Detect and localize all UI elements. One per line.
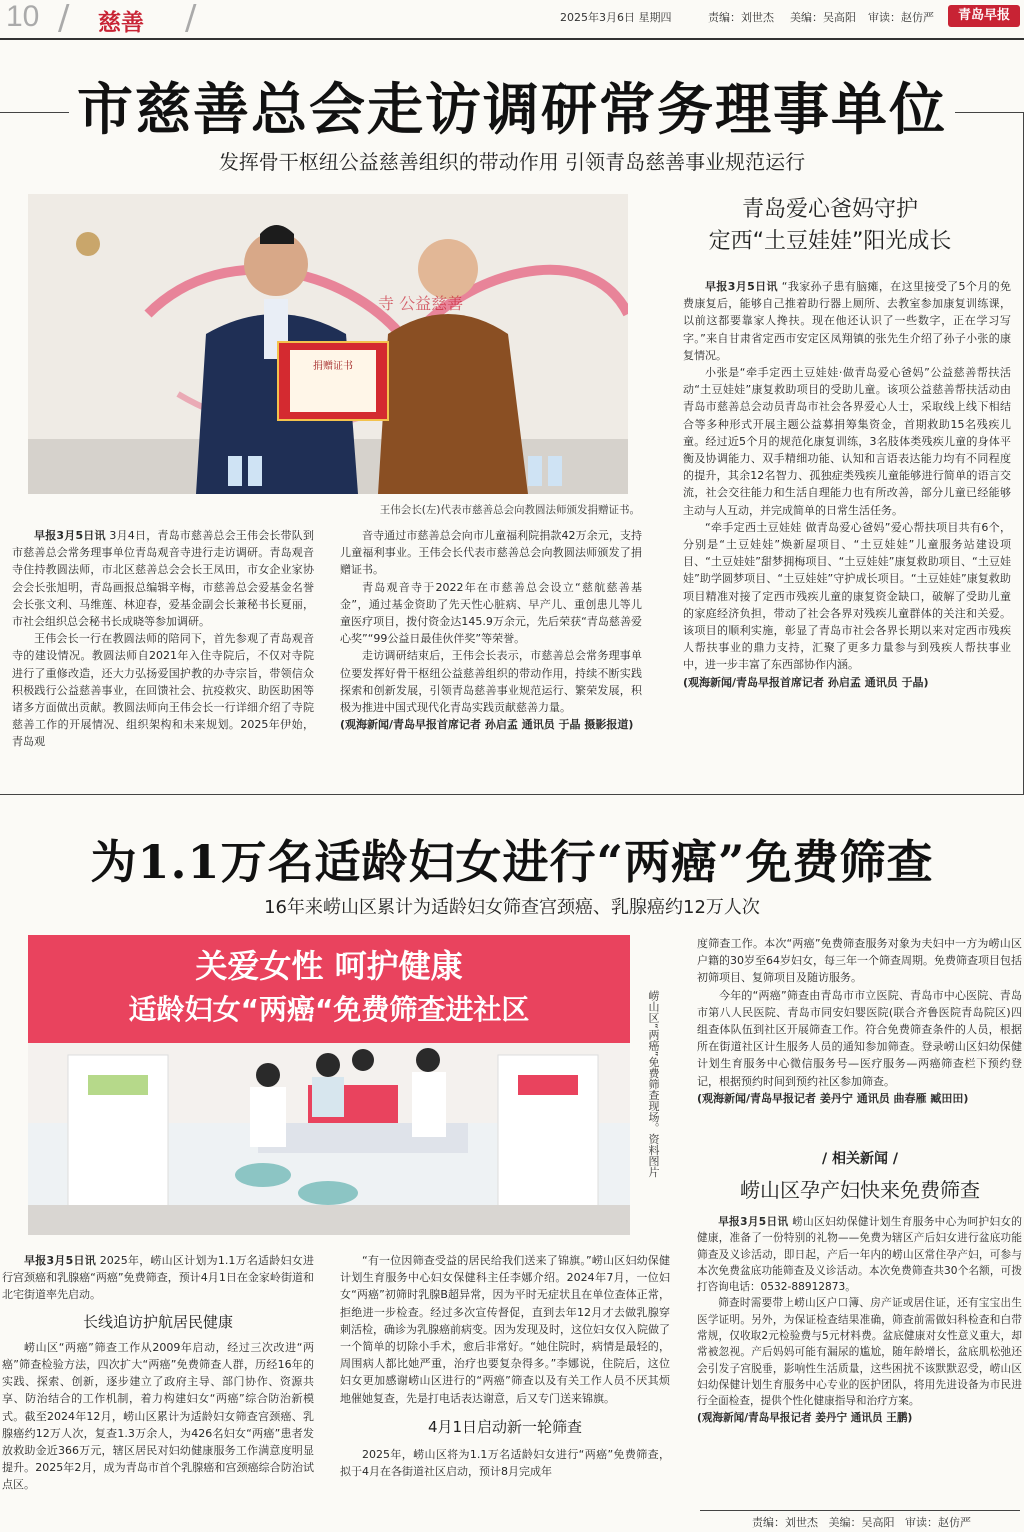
article2-byline: (观海新闻/青岛早报记者 姜丹宁 通讯员 曲春雁 臧田田) [697,1091,969,1105]
article2-headline: 为1.1万名适龄妇女进行“两癌”免费筛查 [90,835,934,889]
paragraph: 崂山区“两癌”筛查工作从2009年启动，经过三次改进“两癌”筛查检验方法，四次扩大“两癌”免费筛查人群，历经16年的实践、探索、创新，逐步建立了政府主导、部门协作、资源共享、防治结合的工作机制，着力构建妇女“两癌”综合防治新模式。截至2024年12月，崂山区累计为适龄妇女筛查宫颈癌、乳腺癌约12万人次，复查1.3万余人，为426名妇女“两癌”患者发放救助金近366万元，辖区居民对妇幼健康服务工作满意度明显提升。2025年2月，成为青岛市首个乳腺癌和宫颈癌综合防治试点区。 [2,1340,314,1492]
banner-line-2: 适龄妇女“两癌“免费筛查进社区 [128,993,530,1026]
related-news-headline: 崂山区孕产妇快来免费筛查 [740,1178,980,1202]
article1-subhead: 发挥骨干枢纽公益慈善组织的带动作用 引领青岛慈善事业规范运行 [218,150,806,174]
photo-banner-text: 寺 公益慈善 [378,294,464,313]
article1-column-1 [12,527,314,751]
paragraph: 今年的“两癌”筛查由青岛市市立医院、青岛市中心医院、青岛市第八人民医院、青岛市同安妇婴医院(联合齐鲁医院青岛院区)四组查体队伍到社区开展筛查工作。符合免费筛查条件的人员，根据所在街道社区计生服务人员的通知参加筛查。登录崂山区妇幼保健计划生育服务中心微信服务号—医疗服务—两癌筛查栏下预约登记，根据预约时间到预约社区参加筛查。 [697,988,1022,1088]
paragraph: 筛查时需要带上崂山区户口簿、房产证或居住证，还有宝宝出生医学证明。另外，为保证检查结果准确，筛查前需做妇科检查和白带常规，仅收取2元检验费与5元材料费。盆底健康对女性意义重大，却常被忽视。产后妈妈可能有漏尿的尴尬，随年龄增长，盆底肌松弛还会引发子宫脱垂，影响性生活质量，这些困扰不该默默忍受，崂山区妇幼保健计划生育服务中心专业的医护团队，将用先进设备为市民进行全面检查，提供个性化健康指导和治疗方案。 [697,1297,1022,1408]
paragraph: 早报3月5日讯 3月4日，青岛市慈善总会王伟会长带队到市慈善总会常务理事单位青岛观音寺进行走访调研。青岛观音寺住持教圆法师，市北区慈善总会会长王凤田，市女企业家协会会长张旭明，青岛画报总编辑辛梅，市慈善总会爱基金名誉会长张文利、马维莲、林迎春，爱基金副会长兼秘书长夏丽，市社会组织总会秘书长成晓等参加调研。 [12,529,315,629]
footer-designer: 美编：吴高阳 [828,1516,895,1529]
paragraph: 小张是“牵手定西土豆娃娃·做青岛爱心爸妈”公益慈善帮扶活动“土豆娃娃”康复救助项目的受助儿童。该项公益慈善帮扶活动由青岛市慈善总会动员青岛市社会各界爱心人士，采取线上线下相结合等多种形式开展主题公益募捐筹集资金，首期救助15名残疾儿童。经过近5个月的规范化康复训练，3名肢体类残疾儿童的身体平衡及协调能力、双手精细功能、认知和言语表达能力均有不同程度的提升，其余12名智力、孤独症类残疾儿童能够进行简单的语言交流，社会交往能力和生活自理能力也有所改善，部分儿童已经能够主动与人互动，并完成简单的日常生活任务。 [683,366,1011,517]
certificate-text: 捐赠证书 [313,361,353,372]
article1-photo-caption: 王伟会长(左)代表市慈善总会向教圆法师颁发捐赠证书。 [379,504,640,516]
article2-column-1 [2,1252,314,1494]
header-rule [0,38,1024,40]
paragraph: 走访调研结束后，王伟会长表示，市慈善总会常务理事单位要发挥好骨干枢纽公益慈善组织的带动作用，持续不断实践探索和创新发展，引领青岛慈善事业规范运行、繁荣发展，积极为推进中国式现代化青岛实践贡献慈善力量。 [340,649,642,715]
paragraph: 2025年，崂山区将为1.1万名适龄妇女进行“两癌”免费筛查，拟于4月在各街道社区启动，预计8月完成年 [340,1448,670,1479]
section-title: 慈善 [98,10,144,36]
side-headline-line1: 青岛爱心爸妈守护 [741,197,918,222]
newspaper-logo: 青岛早报 [948,5,1020,27]
designer-credit: 美编：吴高阳 [790,11,856,24]
article1-photo [28,194,628,494]
footer-proofreader: 审读：赵仿严 [905,1516,971,1529]
article1-headline: 市慈善总会走访调研常务理事单位 [0,66,1024,146]
paragraph: 青岛观音寺于2022年在市慈善总会设立“慈航慈善基金”，通过基金资助了先天性心脏病、早产儿、重创患儿等儿童医疗项目，拨付资金达145.9万余元，先后荣获“青岛慈善爱心奖”“99公益日最佳伙伴奖”等荣誉。 [340,580,642,646]
paragraph: “牵手定西土豆娃娃 做青岛爱心爸妈”爱心帮扶项目共有6个，分别是“土豆娃娃”焕新屋项目、“土豆娃娃”儿童服务站建设项目、“土豆娃娃”甜梦拥梅项目、“土豆娃娃”康复救助项目、“土豆娃娃”助学圆梦项目、“土豆娃娃”守护成长项目。“土豆娃娃”康复救助项目精准对接了定西市残疾儿童的康复资金缺口，破解了受助儿童的家庭经济负担，带动了社会各界对残疾儿童群体的关注和关爱。该项目的顺利实施，彰显了青岛市社会各界长期以来对定西市残疾人帮扶事业的鼎力支持，汇聚了更多力量参与到残疾人帮扶事业中，进一步丰富了东西部协作内涵。 [683,520,1011,672]
editor-credit: 责编：刘世杰 [708,11,774,24]
article2-photo-caption: 崂山区“两癌”免费筛查现场。资料图片 [647,990,660,1178]
photo-illustration [28,194,628,494]
footer-editor: 责编：刘世杰 [752,1516,818,1529]
screening-photo-illustration [28,935,630,1235]
side-article-byline: (观海新闻/青岛早报首席记者 孙启孟 通讯员 于晶) [683,675,929,689]
related-news-body [697,1214,1022,1426]
paragraph: 早报3月5日讯 “我家孙子患有脑瘫，在这里接受了5个月的免费康复后，能够自己推着助行器上厕所、去教室参加康复训练课，以前这都要靠家人搀扶。现在他还认识了一些数字，正在学习写字。”来自甘肃省定西市安定区凤翔镇的张先生介绍了孙子小张的康复情况。 [683,280,1011,362]
article2-photo [28,935,630,1235]
paragraph: 早报3月5日讯 2025年，崂山区计划为1.1万名适龄妇女进行宫颈癌和乳腺癌“两癌”免费筛查，预计4月1日在金家岭街道和北宅街道率先启动。 [2,1254,315,1302]
article2-col2-subhead: 4月1日启动新一轮筛查 [427,1417,583,1436]
paragraph: 王伟会长一行在教圆法师的陪同下，首先参观了青岛观音寺的建设情况。教圆法师自2021年入住寺院后，不仅对寺院进行了重修改造，还大力弘扬爱国护教的办寺宗旨，带领信众积极践行公益慈善事业，在回馈社会、抗疫救灾、助医助困等诸多方面做出贡献。教圆法师向王伟会长一行详细介绍了寺院慈善工作的开展情况、组织架构和未来规划。2025年伊始，青岛观 [12,632,314,749]
paragraph: “有一位因筛查受益的居民给我们送来了锦旗。”崂山区妇幼保健计划生育服务中心妇女保健科主任李娜介绍。2024年7月，一位妇女“两癌”初筛时乳腺B超异常，因为平时无症状且在单位查体正常，拒绝进一步检查。经过多次宣传督促，直到去年12月才去做乳腺穿刺活检，确诊为乳腺癌前病变。因为发现及时，这位妇女仅入院做了一个简单的切除小手术，愈后非常好。“她住院时，病情是最轻的，周围病人都比她严重，治疗也要复杂得多。”李娜说，住院后，这位妇女更加感谢崂山区进行的“两癌”筛查以及有关工作人员不厌其烦地催她复查，先是打电话表达谢意，后又专门送来锦旗。 [340,1254,670,1405]
paragraph: 度筛查工作。本次“两癌”免费筛查服务对象为夫妇中一方为崂山区户籍的30岁至64岁妇女，每三年一个筛查周期。免费筛查项目包括初筛项目、复筛项目及随访服务。 [697,937,1022,985]
paragraph: 早报3月5日讯 崂山区妇幼保健计划生育服务中心为呵护妇女的健康，准备了一份特别的礼物——免费为辖区产后妇女进行盆底功能筛查及义诊活动，即日起，产后一年内的崂山区常住孕产妇，可参与本次免费盆底功能筛查及义诊活动。本次免费筛查共30个名额，可拨打咨询电话：0532-88912873。 [697,1216,1022,1294]
article2-subhead: 16年来崂山区累计为适龄妇女筛查宫颈癌、乳腺癌约12万人次 [264,897,760,918]
paragraph: 音寺通过市慈善总会向市儿童福利院捐款42万余元，支持儿童福利事业。王伟会长代表市慈善总会向教圆法师颁发了捐赠证书。 [340,529,642,577]
article2-column-2 [340,1252,670,1480]
article2-col1-subhead: 长线追访护航居民健康 [82,1312,233,1331]
footer-credits [752,1514,971,1530]
banner-line-1: 关爱女性 呵护健康 [195,947,463,985]
side-article-body [683,278,1011,691]
side-headline-line2: 定西“土豆娃娃”阳光成长 [708,229,952,254]
article1-column-2 [340,527,642,733]
related-news-byline: (观海新闻/青岛早报记者 姜丹宁 通讯员 王鹏) [697,1411,913,1424]
header-divider: / [58,0,70,38]
page-number: 10 [6,0,40,33]
issue-date: 2025年3月6日 星期四 [560,11,672,24]
side-article-headline [640,194,1020,258]
proofreader-credit: 审读：赵仿严 [868,11,934,24]
article2-column-3 [697,935,1022,1107]
article1-byline: (观海新闻/青岛早报首席记者 孙启孟 通讯员 于晶 摄影报道) [340,718,634,732]
header-divider-2: / [185,0,197,38]
related-news-label: / 相关新闻 / [822,1151,898,1167]
